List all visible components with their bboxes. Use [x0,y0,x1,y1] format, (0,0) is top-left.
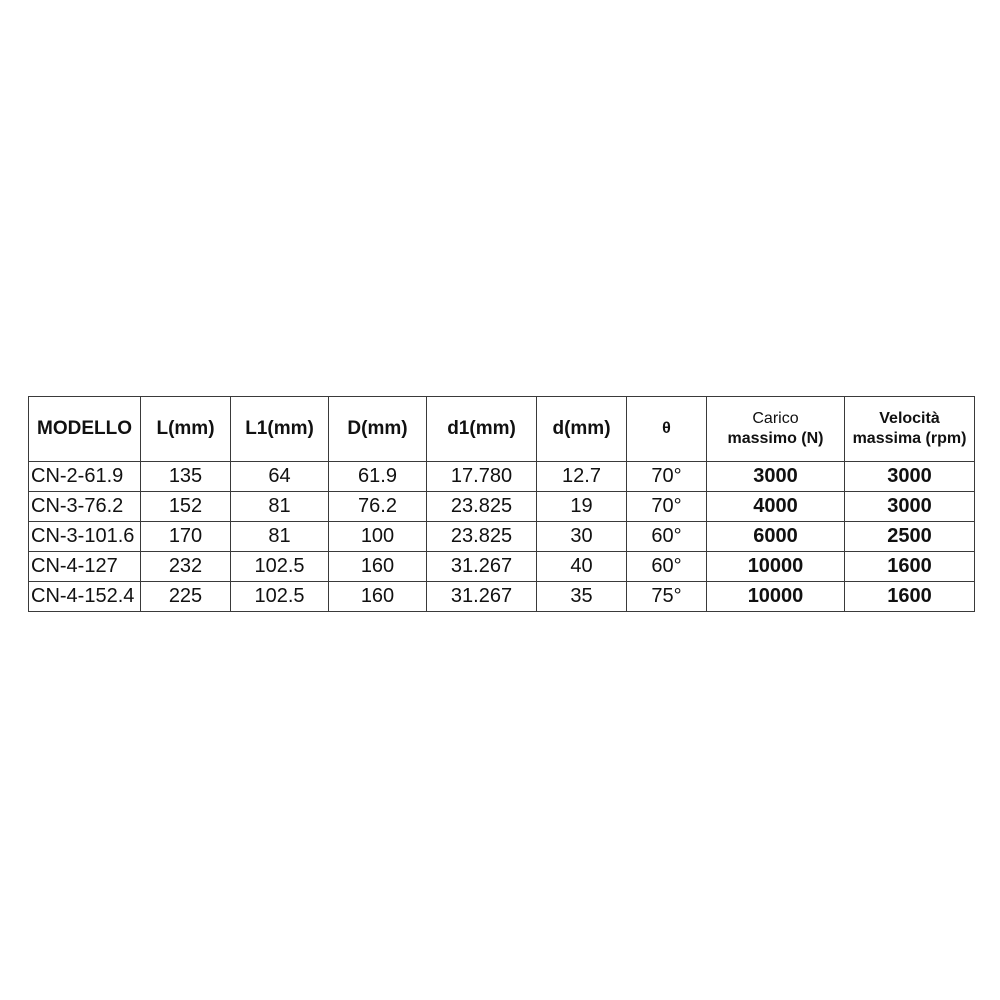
cell-l: 152 [141,492,231,522]
spec-table [28,396,975,612]
cell-theta: 70° [627,492,707,522]
header-l1: L1(mm) [231,397,329,462]
cell-d-big: 160 [329,552,427,582]
cell-l: 232 [141,552,231,582]
cell-theta: 60° [627,522,707,552]
cell-theta: 70° [627,462,707,492]
table-header-row [29,397,975,462]
header-d1: d1(mm) [427,397,537,462]
cell-velocita: 1600 [845,552,975,582]
header-velocita: Velocità massima (rpm) [845,397,975,462]
cell-carico: 4000 [707,492,845,522]
header-carico: Carico massimo (N) [707,397,845,462]
cell-d1: 31.267 [427,552,537,582]
cell-l1: 102.5 [231,552,329,582]
cell-velocita: 3000 [845,492,975,522]
cell-l: 170 [141,522,231,552]
cell-d-small: 35 [537,582,627,612]
cell-modello: CN-2-61.9 [29,462,141,492]
cell-l1: 64 [231,462,329,492]
cell-d1: 23.825 [427,522,537,552]
cell-d1: 17.780 [427,462,537,492]
table-row [29,462,975,492]
cell-d-small: 19 [537,492,627,522]
cell-modello: CN-4-152.4 [29,582,141,612]
header-modello: MODELLO [29,397,141,462]
cell-theta: 60° [627,552,707,582]
cell-d-big: 61.9 [329,462,427,492]
header-d-small: d(mm) [537,397,627,462]
cell-d-small: 40 [537,552,627,582]
cell-modello: CN-3-76.2 [29,492,141,522]
cell-velocita: 2500 [845,522,975,552]
cell-carico: 10000 [707,552,845,582]
header-theta: θ [627,397,707,462]
cell-velocita: 1600 [845,582,975,612]
cell-l1: 102.5 [231,582,329,612]
cell-carico: 10000 [707,582,845,612]
header-d-big: D(mm) [329,397,427,462]
cell-carico: 6000 [707,522,845,552]
cell-d-big: 100 [329,522,427,552]
table-row [29,492,975,522]
header-l: L(mm) [141,397,231,462]
cell-theta: 75° [627,582,707,612]
cell-carico: 3000 [707,462,845,492]
cell-modello: CN-4-127 [29,552,141,582]
cell-l1: 81 [231,522,329,552]
table-row [29,582,975,612]
cell-l: 225 [141,582,231,612]
cell-l: 135 [141,462,231,492]
cell-modello: CN-3-101.6 [29,522,141,552]
cell-d1: 31.267 [427,582,537,612]
table-row [29,552,975,582]
cell-d-big: 160 [329,582,427,612]
cell-d-small: 30 [537,522,627,552]
cell-l1: 81 [231,492,329,522]
cell-d-big: 76.2 [329,492,427,522]
cell-velocita: 3000 [845,462,975,492]
cell-d1: 23.825 [427,492,537,522]
table-row [29,522,975,552]
cell-d-small: 12.7 [537,462,627,492]
